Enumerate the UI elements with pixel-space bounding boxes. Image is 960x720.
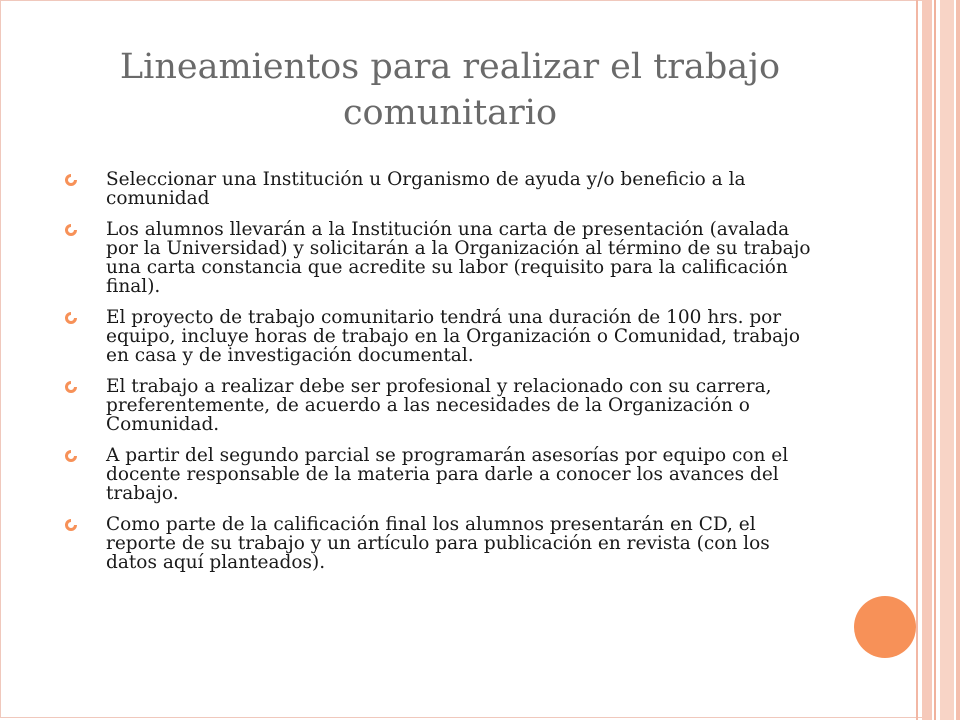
decorative-stripe <box>940 0 954 720</box>
decorative-circle <box>854 596 916 658</box>
bullet-item <box>64 446 824 503</box>
decorative-stripe <box>956 0 960 720</box>
bullet-item <box>64 170 824 208</box>
crescent-bullet-icon <box>64 518 78 532</box>
bullet-text: Los alumnos llevarán a la Institución una carta de presentación (avalada por la Universidad) y solicitarán a la Organización al término de su trabajo una carta constancia que acredite su labor (requisito para la calificación final). <box>106 219 811 297</box>
bullet-item <box>64 515 824 572</box>
decorative-stripe <box>934 0 936 720</box>
decorative-stripe <box>916 0 918 720</box>
bullet-item <box>64 377 824 434</box>
bullet-item <box>64 220 824 296</box>
bullet-item <box>64 308 824 365</box>
crescent-bullet-icon <box>64 173 78 187</box>
bullet-text: Como parte de la calificación final los alumnos presentarán en CD, el reporte de su trabajo y un artículo para publicación en revista (con los datos aquí planteados). <box>106 514 770 573</box>
bullet-text: El trabajo a realizar debe ser profesional y relacionado con su carrera, preferentemente, de acuerdo a las necesidades de la Organización o Comunidad. <box>106 376 772 435</box>
crescent-bullet-icon <box>64 380 78 394</box>
decorative-stripe <box>922 0 932 720</box>
crescent-bullet-icon <box>64 449 78 463</box>
bullet-list <box>64 170 824 584</box>
bullet-text: El proyecto de trabajo comunitario tendrá una duración de 100 hrs. por equipo, incluye horas de trabajo en la Organización o Comunidad, trabajo en casa y de investigación documental. <box>106 307 800 366</box>
crescent-bullet-icon <box>64 223 78 237</box>
slide-title: Lineamientos para realizar el trabajo comunitario <box>119 47 781 133</box>
bullet-text: A partir del segundo parcial se programarán asesorías por equipo con el docente responsable de la materia para darle a conocer los avances del trabajo. <box>106 445 789 504</box>
crescent-bullet-icon <box>64 311 78 325</box>
bullet-text: Seleccionar una Institución u Organismo de ayuda y/o beneficio a la comunidad <box>106 169 746 209</box>
